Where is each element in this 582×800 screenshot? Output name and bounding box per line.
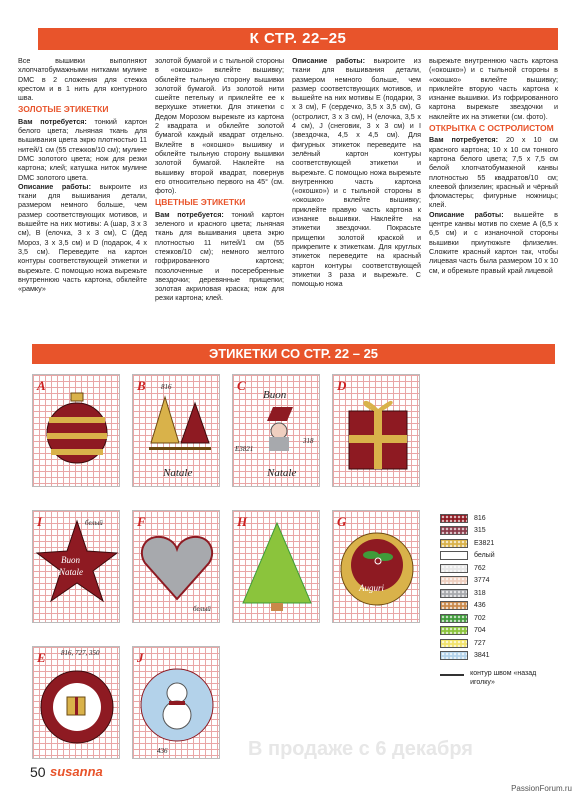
page-number: 50 — [30, 764, 46, 780]
thread-code: 704 — [474, 627, 486, 635]
chart-note: 436 — [157, 747, 168, 755]
text-column-4 — [429, 56, 558, 324]
instructions-paragraph-holly — [429, 210, 558, 275]
site-watermark: PassionForum.ru — [511, 784, 572, 793]
thread-code: 318 — [474, 589, 486, 597]
charts-banner — [32, 344, 555, 364]
pattern-chart-h — [232, 510, 320, 623]
section-title-gold-labels: ЗОЛОТЫЕ ЭТИКЕТКИ — [18, 104, 109, 115]
color-swatch — [440, 626, 468, 635]
outline-note: контур швом «назад иголку» — [470, 670, 537, 686]
chart-letter: H — [237, 514, 248, 529]
chart-letter: D — [337, 378, 347, 393]
chart-note: 816 — [161, 383, 172, 391]
thread-code: E3821 — [474, 539, 495, 547]
materials-paragraph-gold — [18, 117, 147, 182]
thread-code: 436 — [474, 602, 486, 610]
materials-label: Вам потребуется: — [429, 135, 498, 145]
chart-letter: A — [37, 378, 46, 393]
chart-note: E3821 — [235, 445, 254, 453]
color-swatch — [440, 639, 468, 648]
gifts-motif — [33, 647, 120, 759]
instructions-label: Описание работы: — [18, 181, 91, 191]
section-title-colored-labels: ЦВЕТНЫЕ ЭТИКЕТКИ — [155, 197, 246, 208]
text-column-2 — [155, 56, 284, 324]
ornament-motif — [33, 375, 120, 487]
color-swatch — [440, 601, 468, 610]
section-header-title: К СТР. 22–25 — [249, 30, 347, 47]
chart-note: 816, 727, 350 — [61, 649, 100, 657]
legend-row — [440, 600, 550, 613]
pattern-chart-g — [332, 510, 420, 623]
thread-legend — [440, 512, 550, 687]
color-swatch — [440, 614, 468, 623]
color-swatch — [440, 589, 468, 598]
chart-letter: J — [137, 650, 144, 665]
legend-row — [440, 637, 550, 650]
color-swatch — [440, 576, 468, 585]
instructions-paragraph-gold — [18, 182, 147, 294]
snowman-motif — [133, 647, 220, 759]
instructions-text: выкроите из ткани для вышивания детали, размером немного больше, чем размер соответствующих мотивов, и вышейте на них мотивы E (подарки, 3 х 3 см), F (сердечко, 3,5 х 3,5 см), G (остролист, 3 х 3 см), H (елочка, 3,5 х 4 см), J (снеговик, 3 х 3 см) и I (звездочка, 4,5 х 4,5 см). Для фигурных этикеток переведите на зелёный картон контуры соответствующей этикетки и вырежьте. С помощью ножа вырежьте внутреннюю часть картона («окошко») и с тыльной стороны в «окошко» вклейте вышивку; приклейте правую часть картона к изнанке вышивки. Наклейте на этикетки звездочки. Покрасьте прищепки золотой краской и прикрепите к этикеткам. Для круглых этикеток переведите на красный картон контуры соответствующей этикетки 3 раза и вырежьте. С помощью ножа — [292, 56, 421, 289]
thread-code: белый — [474, 552, 495, 560]
legend-row — [440, 550, 550, 563]
legend-row — [440, 537, 550, 550]
chart-letter: I — [37, 514, 43, 529]
instructions-label: Описание работы: — [429, 209, 504, 219]
materials-paragraph-colored — [155, 210, 284, 303]
chart-letter: F — [137, 514, 146, 529]
legend-row — [440, 512, 550, 525]
chart-letter: E — [37, 650, 46, 665]
color-swatch — [440, 514, 468, 523]
chart-note: белый — [85, 519, 103, 527]
chart-note: Natale — [163, 467, 193, 479]
chart-letter: C — [237, 378, 246, 393]
pattern-chart-e — [32, 646, 120, 759]
pattern-chart-f — [132, 510, 220, 623]
thread-code: 3774 — [474, 577, 490, 585]
color-swatch — [440, 539, 468, 548]
pattern-chart-b — [132, 374, 220, 487]
materials-text: 20 х 10 см красного картона; 10 х 10 см тонкого картона белого цвета; 7,5 х 7,5 см белой хлопчатобумажной канвы плотностью 55 квадратов/10 см; клеевой флизелин; красный и чёрный фломастеры; фигурные ножницы; клей. — [429, 135, 558, 210]
legend-row — [440, 562, 550, 575]
chart-note: Buon — [263, 389, 287, 401]
section-header-banner — [38, 28, 558, 50]
text-columns — [18, 56, 558, 324]
legend-row — [440, 650, 550, 663]
thread-code: 727 — [474, 639, 486, 647]
pattern-chart-a — [32, 374, 120, 487]
instructions-continued: золотой бумагой и с тыльной стороны в «окошко» вклейте вышивку; обклейте тыльную сторону вышивки золотой бумагой. Из золотой нити сшейте петельку и приклейте ее к верхушке этикетки. Для этикетки с Дедом Морозом вырежьте из картона 2 квадрата и обклейте золотой бумагой каждый квадрат отдельно. Вклейте в «окошко» вышивку и обклейте тыльную сторону вышивки золотой бумагой. Наклейте на вышивку второй квадрат, повернув его относительно первого на 45° (см. фото). — [155, 56, 284, 196]
charts-banner-title: ЭТИКЕТКИ СО СТР. 22 – 25 — [208, 346, 379, 361]
chart-note: Auguri — [359, 583, 385, 593]
pattern-chart-j — [132, 646, 220, 759]
instructions-text: вышейте в центре канвы мотив по схеме A (6,5 х 6,5 см) и с изнаночной стороны вышивки приутюжьте флизелин. Сложите красный картон так, чтобы лицевая часть была размером 10 х 10 см, и обрежьте правый край лицевой — [429, 209, 558, 275]
materials-paragraph-holly — [429, 135, 558, 209]
chart-note: Natale — [267, 467, 297, 479]
intro-paragraph: Все вышивки выполняют хлопчатобумажными нитками мулине DMC в 2 сложения для стежка крестом и в 1 нить для контурного шва. — [18, 56, 147, 103]
pattern-chart-d — [332, 374, 420, 487]
legend-row — [440, 525, 550, 538]
materials-text: тонкий картон зеленого и красного цвета; льняная ткань для вышивания цвета экрю плотностью 11 нитей/1 см (55 стежков/10 см); немного желтого гофрированного картона; позолоченные и посеребренные звездочки; деревянные прищепки; золотая акриловая краска; нож для резки картона; клей. — [155, 209, 284, 303]
color-swatch — [440, 551, 468, 560]
chart-note: белый — [193, 605, 211, 613]
thread-code: 3841 — [474, 652, 490, 660]
chart-letter: G — [337, 514, 347, 529]
legend-row — [440, 625, 550, 638]
text-column-3 — [292, 56, 421, 324]
legend-row — [440, 587, 550, 600]
pattern-chart-c — [232, 374, 320, 487]
chart-note: Buon — [61, 555, 80, 565]
instructions-text: выкроите из ткани для вышивания детали, размером немного больше, чем размер соответствующих мотивов, и вышейте на них мотивы: A (шар, 3 х 3 см), B (елочка, 3 х 3 см), C (Дед Мороз, 3 х 3,5 см) и D (подарок, 4 х 3,5 см). Переведите на картон контуры соответствующей этикетки и вырежьте. С помощью ножа вырежьте внутреннюю часть картона, обклейте «рамку» — [18, 181, 147, 294]
magazine-brand: susanna — [50, 764, 103, 779]
legend-row — [440, 612, 550, 625]
color-swatch — [440, 564, 468, 573]
materials-label: Вам потребуется: — [155, 209, 224, 219]
text-column-1 — [18, 56, 147, 324]
pattern-chart-i — [32, 510, 120, 623]
promo-watermark: В продаже с 6 декабря — [248, 738, 473, 760]
chart-note: 318 — [303, 437, 314, 445]
outline-line-sample — [440, 674, 464, 676]
outline-legend — [440, 670, 550, 687]
instructions-label: Описание работы: — [292, 56, 365, 65]
section-title-holly-card: ОТКРЫТКА С ОСТРОЛИСТОМ — [429, 123, 554, 134]
thread-code: 816 — [474, 514, 486, 522]
thread-code: 702 — [474, 614, 486, 622]
thread-code: 315 — [474, 527, 486, 535]
chart-note: Natale — [59, 567, 83, 577]
color-swatch — [440, 651, 468, 660]
thread-code: 762 — [474, 564, 486, 572]
instructions-paragraph-colored — [292, 56, 421, 288]
pattern-chart-grid — [32, 374, 422, 770]
color-swatch — [440, 526, 468, 535]
instructions-continued: вырежьте внутреннюю часть картона («окошко») и с тыльной стороны в «окошко» вклейте вышивку; приклейте вторую часть картона к изнанке вышивки. Из гофрированного картона вырежьте звездочки и наклейте их на этикетки (см. фото). — [429, 56, 558, 121]
chart-letter: B — [137, 378, 146, 393]
materials-text: тонкий картон белого цвета; льняная ткань для вышивания цвета экрю плотностью 11 нитей/1 см (55 стежков/10 см); мулине DMC золотого цвета; нож для резки картона; клей; катушка ниток мулине DMC золотого цвета. — [18, 116, 147, 182]
materials-label: Вам потребуется: — [18, 116, 87, 126]
legend-row — [440, 575, 550, 588]
